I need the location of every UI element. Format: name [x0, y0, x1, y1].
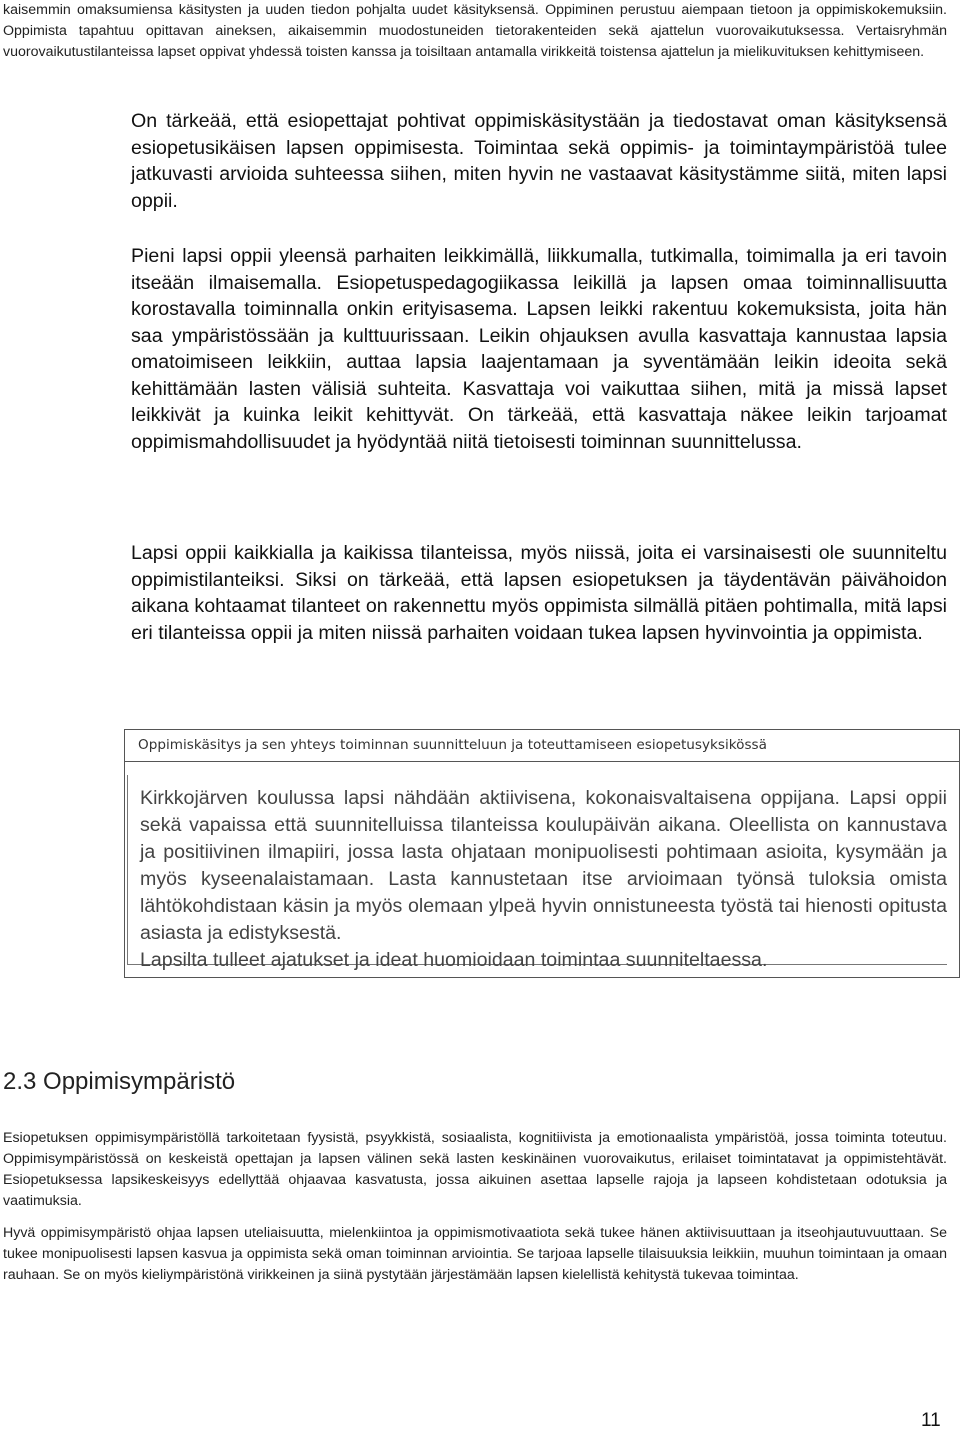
paragraph-text: Lapsi oppii kaikkialla ja kaikissa tilanteissa, myös niissä, joita ei varsinaisesti ole suunniteltu oppimistilanteiksi. Siksi on tärkeää, että lapsen esiopetuksen ja täydentävän päivähoidon aikana kohtaamat tilanteet on rakennettu myös oppimista silmällä pitäen pohtimalla, mitä lapsi eri tilanteissa oppii ja miten niissä parhaiten voidaan tukea lapsen hyvinvointia ja oppimista. — [131, 542, 947, 644]
section-paragraph-1: Esiopetuksen oppimisympäristöllä tarkoitetaan fyysistä, psyykkistä, sosiaalista, kognitiivista ja emotionaalista ympäristöä, jossa toiminta toteutuu. Oppimisympäristössä on keskeistä opettajan ja lapsen välinen sekä lasten keskinäinen vuorovaikutus, erilaiset toimintatavat ja oppimistehtävät. Esiopetuksessa lapsikeskeisyys edellyttää ohjaavaa kasvatusta, jossa aikuinen asettaa lapselle rajoja ja lapseen kohdistetaan odotuksia ja vaatimuksia. — [3, 1130, 947, 1209]
body-paragraph-3 — [131, 540, 947, 646]
paragraph-text: Pieni lapsi oppii yleensä parhaiten leikkimällä, liikkumalla, tutkimalla, toimimalla ja eri tavoin itseään ilmaisemalla. Esiopetuspedagogiikassa leikillä ja lapsen omaa toiminnallisuutta korostavalla toiminnalla onkin erityisasema. Lapsen leikki rakentuu kokemuksista, joita hän saa ympäristössään ja kulttuurissaan. Leikin ohjauksen avulla kasvattaja kannustaa lapsia omatoimiseen leikkiin, auttaa lapsia laajentamaan ja syventämään leikin ideoita sekä kehittämään lasten välisiä suhteita. Kasvattaja voi vaikuttaa siihen, mitä ja missä lapset leikkivät ja kuinka leikit kehittyvät. On tärkeää, että kasvattaja näkee leikin tarjoamat oppimismahdollisuudet ja hyödyntää niitä tietoisesti toiminnan suunnittelussa. — [131, 245, 947, 453]
info-box-body — [127, 775, 947, 971]
intro-paragraph: kaisemmin omaksumiensa käsitysten ja uuden tiedon pohjalta uudet käsityksensä. Oppiminen perustuu aiempaan tietoon ja oppimiskokemuksiin. Oppimista tapahtuu opittavan aineksen, aikaisemmin muodostuneiden tietorakenteiden sekä ajattelun vuorovaikutuksessa. Vertaisryhmän vuorovaikutustilanteissa lapset oppivat yhdessä toisten kanssa ja toisiltaan antamalla virikkeitä toistensa ajattelun ja mielikuvituksen kehittymiseen. — [3, 2, 947, 60]
info-box-text: Kirkkojärven koulussa lapsi nähdään aktiivisena, kokonaisvaltaisena oppijana. Lapsi oppii sekä vapaissa että suunnitelluissa tilanteissa koulupäivän aikana. Oleellista on kannustava ja positiivinen ilmapiiri, jossa lasta ohjataan monipuolisesti pohtimaan asioita, kysymään ja myös kyseenalaistamaan. Lasta kannustetaan itse arvioimaan työnsä tuloksia omista lähtökohdistaan käsin ja myös olemaan ylpeä hyvin onnistuneesta työstä tai hienosti opitusta asiasta ja edistyksestä. — [140, 787, 947, 944]
page-number: 11 — [921, 1410, 941, 1431]
paragraph-text: On tärkeää, että esiopettajat pohtivat oppimiskäsitystään ja tiedostavat oman käsityksensä esiopetusikäisen lapsen oppimisesta. Toimintaa sekä oppimis- ja toimintaympäristöä tulee jatkuvasti arvioida suhteessa siihen, miten hyvin ne vastaavat käsitystämme siitä, miten lapsi oppii. — [131, 110, 947, 212]
body-paragraph-2 — [131, 243, 947, 455]
body-paragraph-1 — [131, 108, 947, 214]
section-paragraph-2: Hyvä oppimisympäristö ohjaa lapsen uteliaisuutta, mielenkiintoa ja oppimismotivaatiota sekä tukee hänen aktiivisuuttaan ja itseohjautuvuuttaan. Se tukee monipuolisesti lapsen kasvua ja oppimista sekä oman toiminnan arviointia. Se tarjoaa lapselle tilaisuuksia leikkiin, muuhun toimintaan ja omaan rauhaan. Se on myös kieliympäristönä virikkeinen ja siinä pystytään järjestämään lapsen kielellistä kehitystä tukevaa toimintaa. — [3, 1225, 947, 1283]
info-box-text-2: Lapsilta tulleet ajatukset ja ideat huomioidaan toimintaa suunniteltaessa. — [140, 949, 768, 971]
section-heading: 2.3 Oppimisympäristö — [3, 1068, 236, 1095]
info-box — [124, 729, 960, 978]
info-box-title: Oppimiskäsitys ja sen yhteys toiminnan suunnitteluun ja toteuttamiseen esiopetusyksikössä — [125, 730, 959, 762]
